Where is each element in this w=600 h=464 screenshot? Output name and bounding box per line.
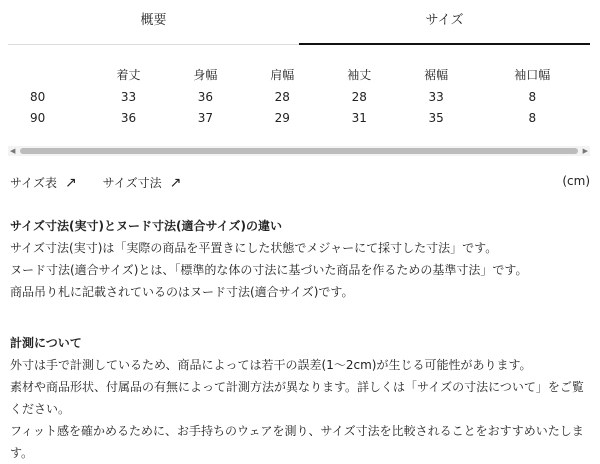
table-cell: 80 <box>30 89 46 104</box>
section-title: サイズ寸法(実寸)とヌード寸法(適合サイズ)の違い <box>10 219 283 233</box>
tab-overview[interactable]: 概要 <box>140 13 167 28</box>
size-table-header-cell: 身幅 <box>193 67 218 82</box>
section-title: 計測について <box>10 336 82 350</box>
tab-size[interactable]: サイズ <box>299 0 590 44</box>
table-cell: 8 <box>528 110 537 125</box>
section-paragraph: フィット感を確かめるために、お手持ちのウェアを測り、サイズ寸法を比較されることをおすすめいたします。 <box>10 424 584 460</box>
size-difference-section <box>10 215 590 303</box>
table-cell: 36 <box>120 110 137 125</box>
section-paragraph: サイズ寸法(実寸)は「実際の商品を平置きにした状態でメジャーにて採寸した寸法」です。 <box>10 241 498 255</box>
size-table-header-cell: 肩幅 <box>270 67 295 82</box>
size-table-header-row <box>8 62 590 86</box>
horizontal-scrollbar[interactable] <box>8 146 590 156</box>
table-cell: 28 <box>351 89 367 104</box>
size-dimensions-link[interactable] <box>103 174 182 191</box>
table-cell: 33 <box>428 89 444 104</box>
external-arrow-icon: ↗ <box>169 174 182 191</box>
table-cell: 33 <box>120 89 137 104</box>
size-dimensions-link-label: サイズ寸法 <box>102 176 162 190</box>
size-table-header-cell: 袖口幅 <box>514 67 551 82</box>
size-chart-link[interactable] <box>10 174 77 191</box>
table-cell: 35 <box>428 110 444 125</box>
section-paragraph: 素材や商品形状、付属品の有無によって計測方法が異なります。詳しくは「サイズの寸法について」をご覧ください。 <box>10 380 584 416</box>
section-paragraph: 商品吊り札に記載されているのはヌード寸法(適合サイズ)です。 <box>10 285 354 299</box>
tab-bar <box>8 0 590 45</box>
table-row <box>8 86 590 107</box>
size-table <box>8 62 590 128</box>
table-cell: 90 <box>30 110 46 125</box>
size-links-row <box>10 174 590 194</box>
table-cell: 28 <box>274 89 290 104</box>
size-table-header-cell: 着丈 <box>116 67 141 82</box>
scroll-left-icon[interactable]: ◀ <box>10 147 16 155</box>
section-paragraph: 外寸は手で計測しているため、商品によっては若干の誤差(1〜2cm)が生じる可能性があります。 <box>10 358 532 372</box>
table-row <box>8 107 590 128</box>
table-cell: 8 <box>528 89 537 104</box>
scroll-right-icon[interactable]: ▶ <box>582 147 588 155</box>
table-cell: 37 <box>197 110 214 125</box>
unit-label: (cm) <box>562 174 590 188</box>
table-cell: 31 <box>351 110 367 125</box>
measurement-section <box>10 332 590 464</box>
size-table-header-cell <box>8 62 90 86</box>
table-cell: 36 <box>197 89 214 104</box>
table-cell: 29 <box>274 110 290 125</box>
external-arrow-icon: ↗ <box>65 174 77 191</box>
size-table-header-cell: 袖丈 <box>347 67 372 82</box>
scrollbar-thumb[interactable] <box>20 148 578 154</box>
size-chart-link-label: サイズ表 <box>10 176 58 190</box>
size-table-header-cell: 裾幅 <box>424 67 449 82</box>
section-paragraph: ヌード寸法(適合サイズ)とは、「標準的な体の寸法に基づいた商品を作るための基準寸法」です。 <box>10 263 528 277</box>
